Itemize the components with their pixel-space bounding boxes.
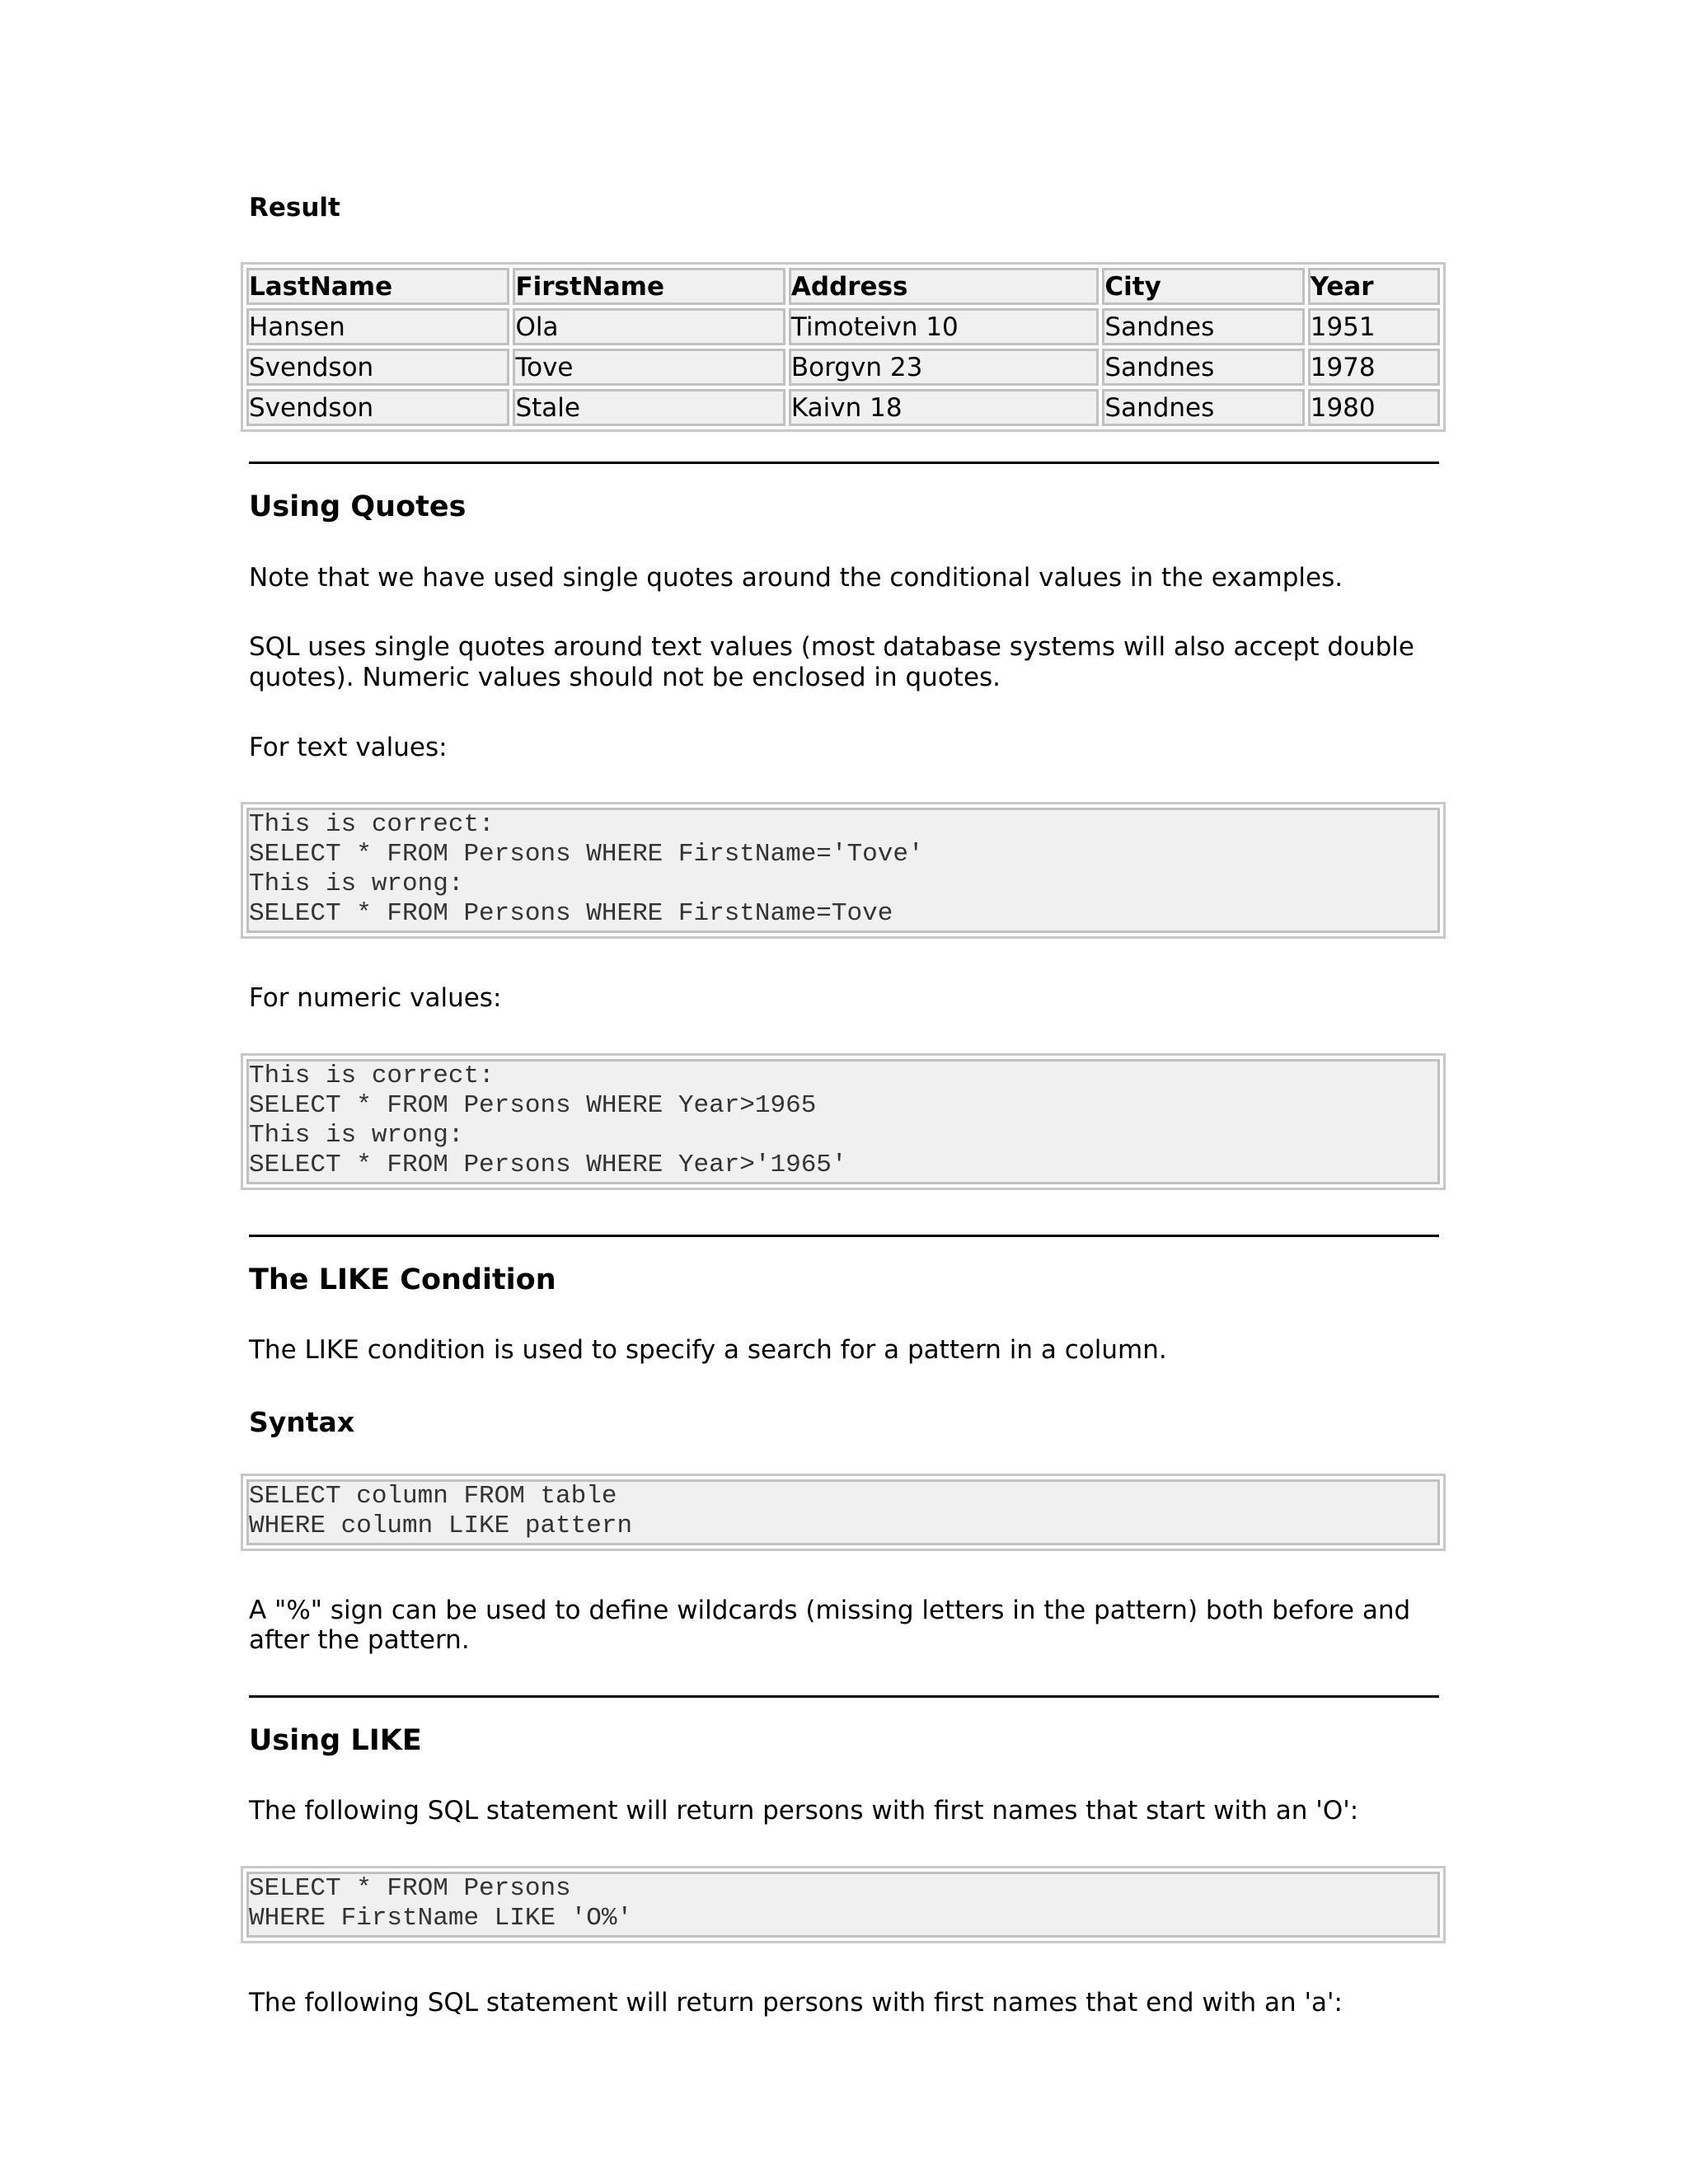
code-block-numeric-values: This is correct: SELECT * FROM Persons WHERE Year>1965 This is wrong: SELECT * FROM Persons WHERE Year>'1965' (246, 1059, 1440, 1184)
column-header-year: Year (1308, 268, 1440, 305)
text-values-label: For text values: (249, 732, 448, 762)
document-page (249, 191, 1444, 2057)
table-header-row (246, 268, 1440, 305)
code-block-like-o: SELECT * FROM Persons WHERE FirstName LIKE 'O%' (246, 1872, 1440, 1938)
using-like-paragraph-1: The following SQL statement will return persons with first names that start with an 'O': (249, 1796, 1359, 1826)
numeric-values-label: For numeric values: (249, 983, 502, 1014)
table-cell: Hansen (246, 308, 509, 345)
column-header-city: City (1102, 268, 1304, 305)
using-like-paragraph-2: The following SQL statement will return persons with first names that end with an 'a': (249, 1987, 1343, 2018)
column-header-address: Address (789, 268, 1100, 305)
code-block-frame (241, 1474, 1446, 1551)
result-table (243, 265, 1443, 429)
table-cell: 1951 (1308, 308, 1440, 345)
code-block-frame (241, 1866, 1446, 1943)
table-cell: Sandnes (1102, 349, 1304, 386)
table-row (246, 349, 1440, 386)
code-block-frame (241, 1053, 1446, 1190)
wildcard-paragraph: A "%" sign can be used to define wildcards (missing letters in the pattern) both before and after the pattern. (249, 1595, 1411, 1656)
table-cell: Stale (513, 389, 785, 426)
like-condition-title: The LIKE Condition (249, 1263, 556, 1296)
table-cell: Sandnes (1102, 308, 1304, 345)
code-block-syntax: SELECT column FROM table WHERE column LIKE pattern (246, 1479, 1440, 1545)
table-cell: Tove (513, 349, 785, 386)
table-cell: Sandnes (1102, 389, 1304, 426)
table-row (246, 308, 1440, 345)
section-divider (249, 1235, 1439, 1237)
table-cell: Borgvn 23 (789, 349, 1100, 386)
section-divider (249, 1695, 1439, 1698)
table-cell: Kaivn 18 (789, 389, 1100, 426)
table-cell: Svendson (246, 389, 509, 426)
section-divider (249, 462, 1439, 464)
table-row (246, 389, 1440, 426)
column-header-firstname: FirstName (513, 268, 785, 305)
using-quotes-paragraph-2: SQL uses single quotes around text values (most database systems will also accept double quotes). Numeric values should not be enclosed in quotes. (249, 632, 1414, 692)
using-quotes-title: Using Quotes (249, 490, 467, 524)
result-heading: Result (249, 193, 340, 223)
using-quotes-paragraph-1: Note that we have used single quotes around the conditional values in the examples. (249, 562, 1343, 593)
table-cell: Ola (513, 308, 785, 345)
like-condition-paragraph: The LIKE condition is used to specify a search for a pattern in a column. (249, 1335, 1167, 1366)
table-cell: Svendson (246, 349, 509, 386)
table-cell: 1978 (1308, 349, 1440, 386)
syntax-title: Syntax (249, 1405, 355, 1438)
table-cell: 1980 (1308, 389, 1440, 426)
result-table-frame (241, 262, 1446, 432)
column-header-lastname: LastName (246, 268, 509, 305)
table-cell: Timoteivn 10 (789, 308, 1100, 345)
using-like-title: Using LIKE (249, 1723, 422, 1757)
code-block-frame (241, 802, 1446, 939)
code-block-text-values: This is correct: SELECT * FROM Persons WHERE FirstName='Tove' This is wrong: SELECT * FROM Persons WHERE FirstName=Tove (246, 808, 1440, 933)
